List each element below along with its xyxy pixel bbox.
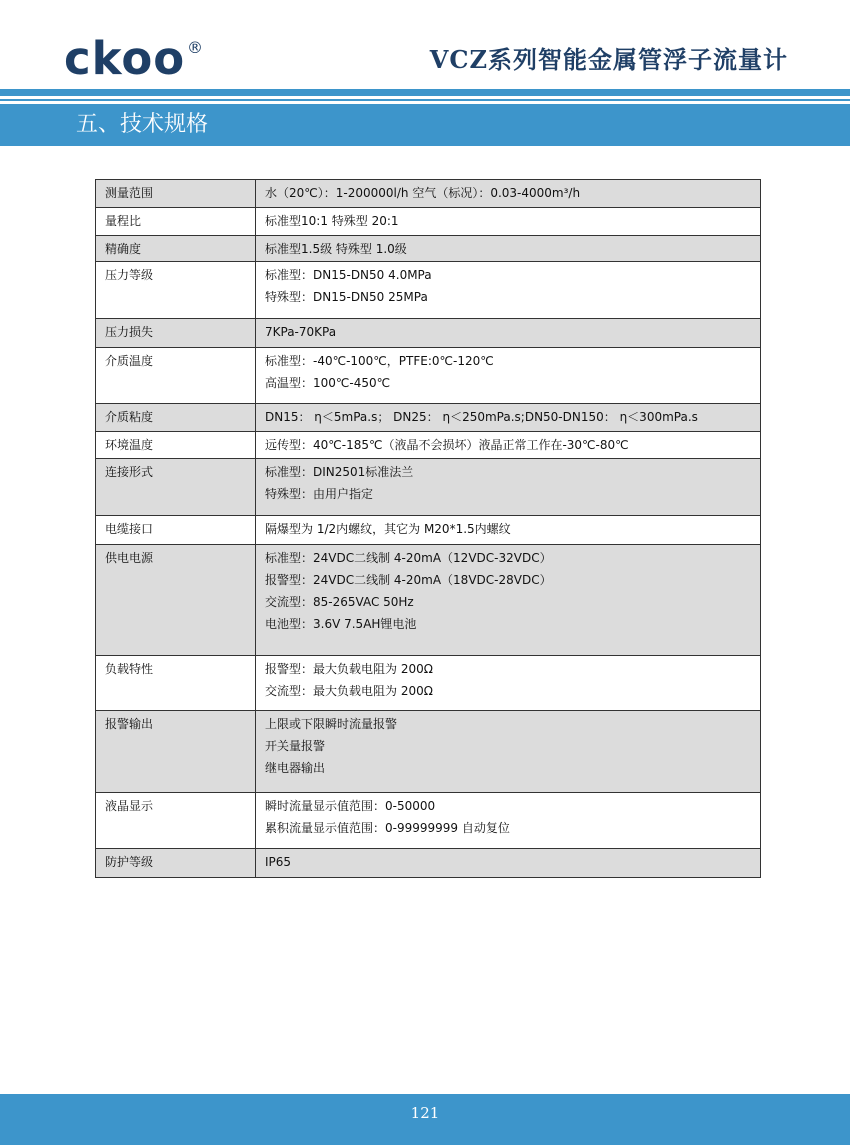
logo-text: ckoo <box>64 32 186 85</box>
spec-key-cell <box>96 711 256 793</box>
spec-key-cell <box>96 319 256 348</box>
spec-key-cell <box>96 180 256 208</box>
spec-value-line: 标准型10:1 特殊型 20:1 <box>265 214 399 228</box>
spec-key: 压力损失 <box>105 325 154 339</box>
table-row <box>96 208 761 236</box>
spec-value-cell <box>256 793 761 849</box>
spec-key-cell <box>96 459 256 516</box>
spec-value-line: 交流型：85-265VAC 50Hz <box>265 595 414 609</box>
table-row <box>96 545 761 656</box>
spec-key-cell <box>96 545 256 656</box>
spec-value-cell <box>256 656 761 711</box>
spec-value-cell <box>256 236 761 262</box>
document-title: VCZ系列智能金属管浮子流量计 <box>429 45 788 74</box>
spec-value-line: 交流型：最大负载电阻为 200Ω <box>265 684 433 698</box>
spec-key-cell <box>96 404 256 432</box>
spec-value-line: 7KPa-70KPa <box>265 325 337 339</box>
spec-key: 介质粘度 <box>105 410 154 424</box>
table-row <box>96 432 761 459</box>
spec-value-line: 特殊型：DN15-DN50 25MPa <box>265 290 428 304</box>
spec-key-cell <box>96 262 256 319</box>
spec-key-cell <box>96 516 256 545</box>
spec-value-cell <box>256 262 761 319</box>
spec-table <box>95 179 761 878</box>
spec-key-cell <box>96 208 256 236</box>
table-row <box>96 348 761 404</box>
spec-value-cell <box>256 459 761 516</box>
spec-value-cell <box>256 711 761 793</box>
spec-value-line: 继电器输出 <box>265 761 326 775</box>
table-row <box>96 793 761 849</box>
spec-value-line: 标准型1.5级 特殊型 1.0级 <box>265 242 407 256</box>
table-row <box>96 711 761 793</box>
page-number: 121 <box>410 1104 440 1122</box>
spec-value-line: 水（20℃）：1-200000l/h 空气（标况）：0.03-4000m³/h <box>265 186 581 200</box>
spec-key: 防护等级 <box>105 855 154 869</box>
spec-value-cell <box>256 545 761 656</box>
spec-value-cell <box>256 432 761 459</box>
spec-value-line: 上限或下限瞬时流量报警 <box>265 717 398 731</box>
spec-key: 介质温度 <box>105 354 154 368</box>
table-row <box>96 180 761 208</box>
spec-key-cell <box>96 849 256 878</box>
spec-value-cell <box>256 319 761 348</box>
spec-value-cell <box>256 208 761 236</box>
table-row <box>96 404 761 432</box>
spec-key: 精确度 <box>105 242 142 256</box>
spec-key: 液晶显示 <box>105 799 154 813</box>
spec-key: 电缆接口 <box>105 522 154 536</box>
spec-key: 量程比 <box>105 214 142 228</box>
spec-value-line: 特殊型：由用户指定 <box>265 487 374 501</box>
footer-bar <box>0 1094 850 1145</box>
table-row <box>96 459 761 516</box>
table-row <box>96 236 761 262</box>
registered-mark: ® <box>187 38 203 57</box>
header-rule-thick <box>0 89 850 96</box>
table-row <box>96 516 761 545</box>
spec-key: 报警输出 <box>105 717 154 731</box>
spec-key-cell <box>96 236 256 262</box>
section-header-bar <box>0 104 850 146</box>
spec-key-cell <box>96 432 256 459</box>
spec-value-cell <box>256 404 761 432</box>
spec-value-cell <box>256 516 761 545</box>
spec-value-line: DN15： η＜5mPa.s； DN25： η＜250mPa.s;DN50-DN150： η＜300mPa.s <box>265 410 698 424</box>
spec-value-line: 报警型：最大负载电阻为 200Ω <box>265 662 433 676</box>
table-row <box>96 849 761 878</box>
spec-value-line: IP65 <box>265 855 292 869</box>
spec-value-line: 标准型：-40℃-100℃，PTFE:0℃-120℃ <box>265 354 494 368</box>
section-title: 五、技术规格 <box>76 112 209 137</box>
spec-key: 连接形式 <box>105 465 154 479</box>
spec-key: 环境温度 <box>105 438 154 452</box>
spec-value-line: 开关量报警 <box>265 739 326 753</box>
spec-value-line: 瞬时流量显示值范围：0-50000 <box>265 799 436 813</box>
table-row <box>96 656 761 711</box>
spec-value-line: 电池型：3.6V 7.5AH锂电池 <box>265 617 417 631</box>
spec-value-line: 累积流量显示值范围：0-99999999 自动复位 <box>265 821 510 835</box>
spec-value-line: 报警型：24VDC二线制 4-20mA（18VDC-28VDC） <box>265 573 552 587</box>
table-row <box>96 262 761 319</box>
spec-value-line: 隔爆型为 1/2内螺纹，其它为 M20*1.5内螺纹 <box>265 522 511 536</box>
spec-key: 测量范围 <box>105 186 154 200</box>
spec-value-line: 高温型：100℃-450℃ <box>265 376 391 390</box>
spec-key-cell <box>96 348 256 404</box>
spec-value-line: 标准型：DIN2501标准法兰 <box>265 465 414 479</box>
spec-key-cell <box>96 793 256 849</box>
spec-value-line: 标准型：24VDC二线制 4-20mA（12VDC-32VDC） <box>265 551 552 565</box>
spec-value-cell <box>256 348 761 404</box>
spec-value-line: 标准型：DN15-DN50 4.0MPa <box>265 268 432 282</box>
spec-value-line: 远传型：40℃-185℃（液晶不会损坏）液晶正常工作在-30℃-80℃ <box>265 438 629 452</box>
spec-key: 压力等级 <box>105 268 154 282</box>
spec-key: 供电电源 <box>105 551 154 565</box>
spec-key-cell <box>96 656 256 711</box>
spec-value-cell <box>256 849 761 878</box>
table-row <box>96 319 761 348</box>
header-rule-thin <box>0 99 850 101</box>
spec-key: 负载特性 <box>105 662 154 676</box>
spec-value-cell <box>256 180 761 208</box>
